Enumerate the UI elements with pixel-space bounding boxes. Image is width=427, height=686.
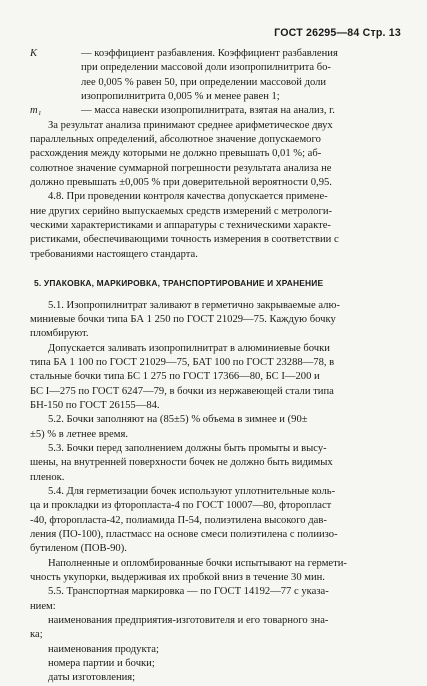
paragraph-start-line: лее 0,005 % равен 50, при определении массовой доли <box>81 76 327 88</box>
paragraph-start-line: 5.4. Для герметизации бочек используют уплотнительные коль- <box>48 485 336 497</box>
definition-line <box>30 104 400 118</box>
symbol: m₁ <box>30 105 42 117</box>
text-line: ристиками, обеспечивающими точность измерения в соответствии с <box>30 234 339 246</box>
text-line: пломбируют. <box>30 328 89 340</box>
paragraph-start-line: при определении массовой доли изопропилнитрита бо- <box>81 62 331 74</box>
paragraph-start-line: даты изготовления; <box>48 672 136 684</box>
text-line: ческими характеристиками и аппаратуры с техническими характе- <box>30 220 331 232</box>
text-line: БН-150 по ГОСТ 26155—84. <box>30 399 160 411</box>
page-header: ГОСТ 26295—84 Стр. 13 <box>274 27 401 39</box>
text-line: -40, фторопласта-42, полиамида П-54, полиэтилена высокого дав- <box>30 514 327 526</box>
symbol: К <box>30 48 38 59</box>
definition-line <box>30 47 400 61</box>
text-line: миниевые бочки типа БА 1 250 по ГОСТ 21029—75. Каждую бочку <box>30 313 336 325</box>
paragraph-start-line: наименования предприятия-изготовителя и его товарного зна- <box>48 615 329 627</box>
text-line: параллельных определений, абсолютное значение допускаемого <box>30 134 321 146</box>
paragraph-start-line: 5.3. Бочки перед заполнением должны быть промыты и высу- <box>48 442 327 454</box>
text-line: стальные бочки типа БС 1 275 по ГОСТ 17366—80, БС I—200 и <box>30 371 320 383</box>
text-line: чность укупорки, выдерживая их пробкой вниз в течение 30 мин. <box>30 572 325 584</box>
text-line: требованиями настоящего стандарта. <box>30 248 198 260</box>
text-line: шены, на внутренней поверхности бочек не должно быть видимых <box>30 457 333 469</box>
text-line: ±5) % в летнее время. <box>30 428 128 440</box>
section-heading: 5. УПАКОВКА, МАРКИРОВКА, ТРАНСПОРТИРОВАНИЕ И ХРАНЕНИЕ <box>34 278 324 289</box>
text-line: бутиленом (ПОВ-90). <box>30 543 127 555</box>
text-line: нием: <box>30 600 56 612</box>
text-line: ние других серийно выпускаемых средств измерений с метрологи- <box>30 205 333 217</box>
definition-text: — масса навески изопропилнитрата, взятая на анализ, г. <box>81 105 335 117</box>
text-line: типа БА 1 100 по ГОСТ 21029—75, БАТ 100 по ГОСТ 23288—78, в <box>30 356 335 368</box>
paragraph-start-line: Допускается заливать изопропилнитрат в алюминиевые бочки <box>48 342 330 354</box>
paragraph-start-line: номера партии и бочки; <box>48 658 155 670</box>
text-line: должно превышать ±0,005 % при доверительной вероятности 0,95. <box>30 177 332 189</box>
paragraph-start-line: наименования продукта; <box>48 643 159 655</box>
paragraph-start-line: изопропилнитрита 0,005 % и менее равен 1; <box>81 91 280 103</box>
paragraph-start-line: 5.5. Транспортная маркировка — по ГОСТ 14192—77 с указа- <box>48 586 329 598</box>
paragraph-start-line: 4.8. При проведении контроля качества допускается примене- <box>48 191 328 203</box>
paragraph-start-line: За результат анализа принимают среднее арифметическое двух <box>48 119 333 131</box>
text-line: ка; <box>30 629 43 641</box>
text-line: солютное значение суммарной погрешности результата анализа не <box>30 162 332 174</box>
text-line: расхождения между которыми не должно превышать 0,01 %; аб- <box>30 148 322 160</box>
text-line: ления (ПО-100), пластмасс на основе смеси полиэтилена с полиизо- <box>30 529 338 540</box>
definition-text: — коэффициент разбавления. Коэффициент разбавления <box>81 48 338 59</box>
text-line: БС I—275 по ГОСТ 6247—79, в бочки из нержавеющей стали типа <box>30 385 334 397</box>
paragraph-start-line: 5.2. Бочки заполняют на (85±5) % объема в зимнее и (90± <box>48 414 308 426</box>
document-body <box>30 47 400 686</box>
paragraph-start-line: Наполненные и опломбированные бочки испытывают на гермети- <box>48 557 347 569</box>
text-line: ца и прокладки из фторопласта-4 по ГОСТ 10007—80, фторопласт <box>30 500 332 512</box>
paragraph-start-line: 5.1. Изопропилнитрат заливают в герметично закрываемые алю- <box>48 299 340 311</box>
text-line: пленок. <box>30 471 65 483</box>
